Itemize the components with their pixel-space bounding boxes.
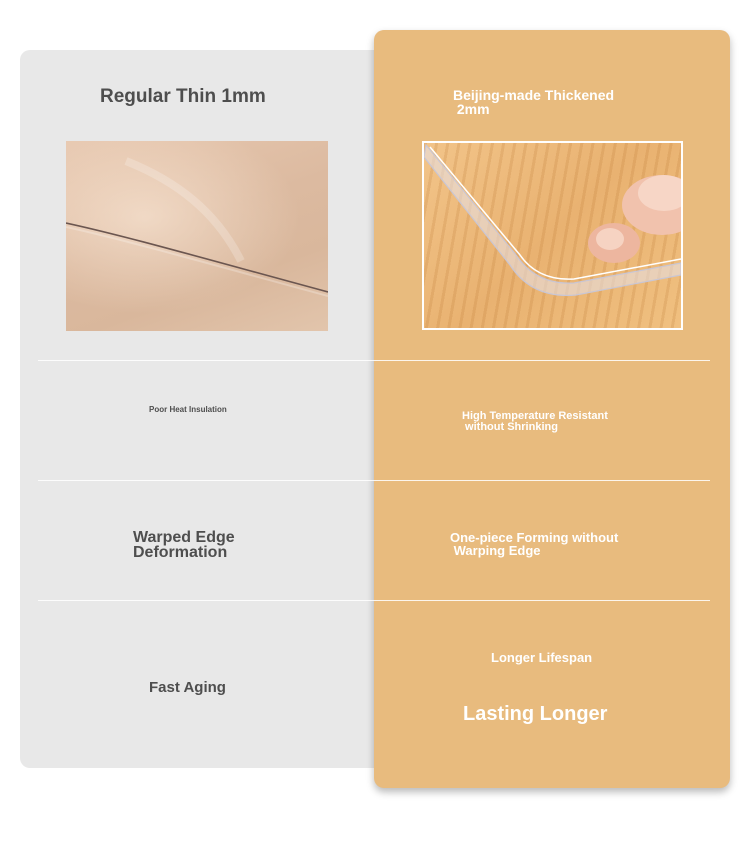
- thin-mat-photo: [66, 141, 328, 331]
- row-divider: [38, 480, 710, 481]
- thick-feature-edge: One-piece Forming without Warping Edge: [450, 530, 619, 558]
- thick-feature-lifespan: Longer Lifespan: [491, 650, 593, 665]
- thin-feature-heat: Poor Heat Insulation: [149, 405, 227, 414]
- thin-feature-edge: Warped Edge Deformation: [133, 529, 235, 561]
- thick-feature-heat: High Temperature Resistant without Shrinking: [462, 410, 608, 433]
- thick-tagline: Lasting Longer: [463, 703, 608, 725]
- thick-mat-photo: [422, 141, 683, 330]
- row-divider: [38, 360, 710, 361]
- thin-feature-aging: Fast Aging: [149, 679, 226, 696]
- row-divider: [38, 600, 710, 601]
- thin-mat-title: Regular Thin 1mm: [100, 86, 266, 107]
- thick-mat-title: Beijing-made Thickened 2mm: [453, 87, 615, 117]
